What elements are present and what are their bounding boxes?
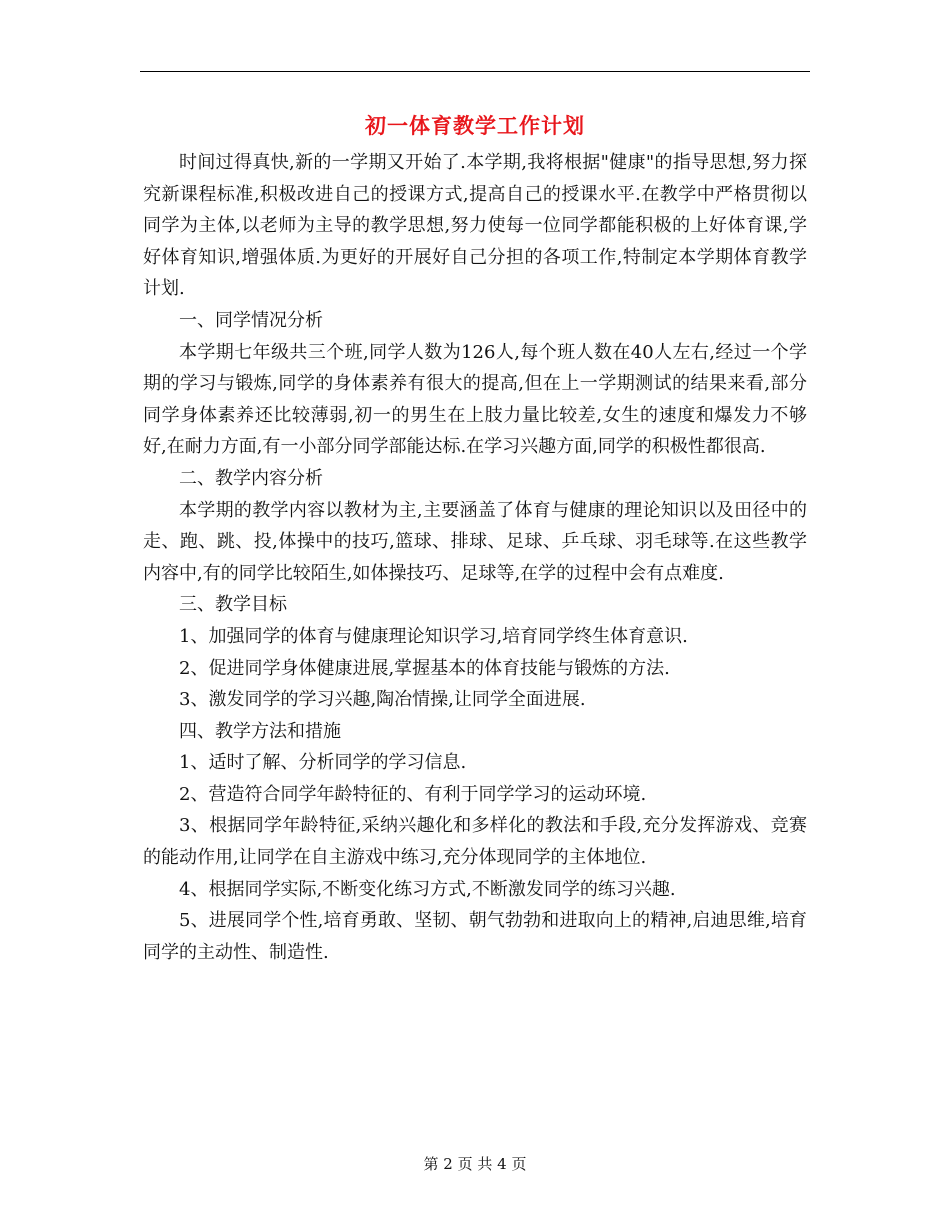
method-item: 2、营造符合同学年龄特征的、有利于同学学习的运动环境. [179,783,647,805]
goal-item: 1、加强同学的体育与健康理论知识学习,培育同学终生体育意识. [179,625,688,647]
section-heading-content-analysis: 二、教学内容分析 [179,467,323,489]
document-title: 初一体育教学工作计划 [365,113,585,138]
method-item: 1、适时了解、分析同学的学习信息. [179,752,467,774]
method-item: 5、进展同学个性,培育勇敢、坚韧、朝气勃勃和进取向上的精神,启迪思维,培育同学的主动性、制造性. [143,910,807,963]
method-item: 3、根据同学年龄特征,采纳兴趣化和多样化的教法和手段,充分发挥游戏、竞赛的能动作用,让同学在自主游戏中练习,充分体现同学的主体地位. [143,815,807,869]
document-body [143,147,807,968]
content-analysis-paragraph: 本学期的教学内容以教材为主,主要涵盖了体育与健康的理论知识以及田径中的走、跑、跳、投,体操中的技巧,篮球、排球、足球、乒乓球、羽毛球等.在这些教学内容中,有的同学比较陌生,如体操技巧、足球等,在学的过程中会有点难度. [143,499,807,584]
section-heading-goals: 三、教学目标 [179,594,287,616]
header-rule [140,71,810,72]
student-analysis-paragraph: 本学期七年级共三个班,同学人数为126人,每个班人数在40人左右,经过一个学期的学习与锻炼,同学的身体素养有很大的提高,但在上一学期测试的结果来看,部分同学身体素养还比较薄弱,初一的男生在上肢力量比较差,女生的速度和爆发力不够好,在耐力方面,有一小部分同学部能达标.在学习兴趣方面,同学的积极性都很高. [143,341,807,458]
page-number: 第 2 页 共 4 页 [423,1155,527,1173]
intro-paragraph: 时间过得真快,新的一学期又开始了.本学期,我将根据"健康"的指导思想,努力探究新课程标准,积极改进自己的授课方式,提高自己的授课水平.在教学中严格贯彻以同学为主体,以老师为主导的教学思想,努力使每一位同学都能积极的上好体育课,学好体育知识,增强体质.为更好的开展好自己分担的各项工作,特制定本学期体育教学计划. [143,152,807,300]
method-item: 4、根据同学实际,不断变化练习方式,不断激发同学的练习兴趣. [179,878,676,900]
goal-item: 2、促进同学身体健康进展,掌握基本的体育技能与锻炼的方法. [179,657,670,679]
goal-item: 3、激发同学的学习兴趣,陶冶情操,让同学全面进展. [179,689,586,711]
section-heading-student-analysis: 一、同学情况分析 [179,309,323,331]
section-heading-methods: 四、教学方法和措施 [179,720,341,742]
